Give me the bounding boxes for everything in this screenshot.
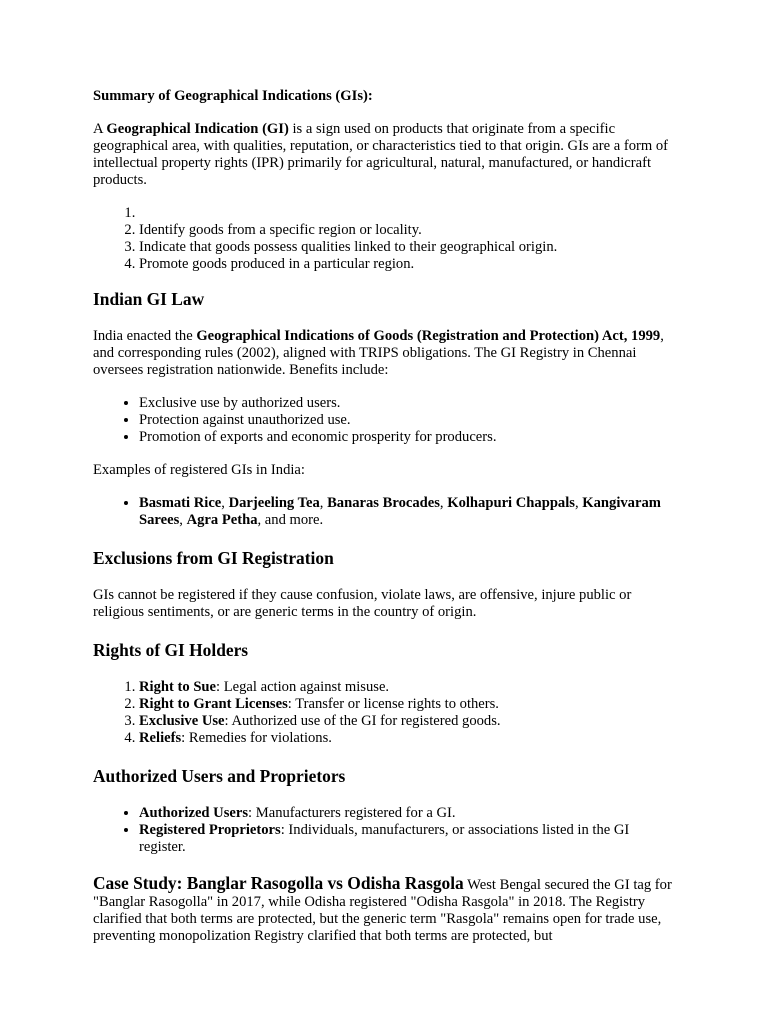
list-item: 4. Promote goods produced in a particular region. xyxy=(139,256,674,273)
list-item xyxy=(139,822,674,856)
list-item xyxy=(139,805,674,822)
role-description: : Individuals, manufacturers, or associations listed in the GI register. xyxy=(139,822,630,855)
section-heading-indian-gi-law: Indian GI Law xyxy=(93,289,205,309)
separator: , xyxy=(574,495,583,511)
example-gi: Agra Petha xyxy=(186,512,258,528)
case-study-paragraph xyxy=(93,875,674,945)
examples-intro: Examples of registered GIs in India: xyxy=(93,462,305,478)
role-name: Authorized Users xyxy=(139,805,249,821)
list-item xyxy=(139,205,674,222)
law-pre: India enacted the xyxy=(93,328,197,344)
example-gi: Kangivaram Sarees xyxy=(139,495,661,528)
right-name: Right to Grant Licenses xyxy=(139,696,288,712)
list-item xyxy=(139,679,674,696)
intro-pre: A xyxy=(93,121,107,137)
example-gi: Darjeeling Tea xyxy=(228,495,320,511)
list-item xyxy=(139,730,674,747)
case-study-text: West Bengal secured the GI tag for "Banglar Rasogolla" in 2017, while Odisha registered "Odisha Rasgola" in 2018. The Registry clarified that both terms are protected, but the generic term "Rasgola" remains open for trade use, preventing monopolization Registry clarified that both terms are protected, but xyxy=(93,877,672,944)
right-description: : Authorized use of the GI for registered goods. xyxy=(224,713,501,729)
list-item xyxy=(139,495,674,529)
list-item: • Protection against unauthorized use. xyxy=(139,412,674,429)
section-heading-rights: Rights of GI Holders xyxy=(93,640,249,660)
right-name: Right to Sue xyxy=(139,679,217,695)
separator: , xyxy=(319,495,328,511)
case-study-heading: Case Study: Banglar Rasogolla vs Odisha Rasgola xyxy=(93,873,464,893)
summary-title: Summary of Geographical Indications (GIs): xyxy=(93,88,373,104)
law-post: , and corresponding rules (2002), aligned with TRIPS obligations. The GI Registry in Chennai oversees registration nationwide. Benefits include: xyxy=(93,328,664,378)
example-gi: Banaras Brocades xyxy=(327,495,440,511)
list-item xyxy=(139,696,674,713)
right-description: : Remedies for violations. xyxy=(181,730,332,746)
benefits-list xyxy=(93,395,674,446)
section-heading-exclusions: Exclusions from GI Registration xyxy=(93,548,334,568)
list-item: 2. Identify goods from a specific region or locality. xyxy=(139,222,674,239)
separator: , xyxy=(221,495,229,511)
indian-gi-law-paragraph xyxy=(93,328,674,379)
right-name: Exclusive Use xyxy=(139,713,225,729)
list-item xyxy=(139,713,674,730)
purpose-list xyxy=(93,205,674,273)
right-name: Reliefs xyxy=(139,730,182,746)
examples-tail: , and more. xyxy=(257,512,324,528)
rights-list xyxy=(93,679,674,747)
example-gi: Basmati Rice xyxy=(139,495,222,511)
list-item: • Promotion of exports and economic prosperity for producers. xyxy=(139,429,674,446)
separator: , xyxy=(439,495,448,511)
right-description: : Legal action against misuse. xyxy=(216,679,390,695)
exclusions-paragraph: GIs cannot be registered if they cause confusion, violate laws, are offensive, injure public or religious sentiments, or are generic terms in the country of origin. xyxy=(93,587,632,620)
intro-paragraph xyxy=(93,121,674,189)
examples-list xyxy=(93,495,674,529)
list-item: • Exclusive use by authorized users. xyxy=(139,395,674,412)
law-act-name: Geographical Indications of Goods (Registration and Protection) Act, 1999 xyxy=(196,328,661,344)
right-description: : Transfer or license rights to others. xyxy=(287,696,499,712)
role-name: Registered Proprietors xyxy=(139,822,281,838)
intro-post: is a sign used on products that originate from a specific geographical area, with qualities, reputation, or characteristics tied to that origin. GIs are a form of intellectual property rights (IPR) primarily for agricultural, natural, manufactured, or handicraft products. xyxy=(93,121,669,188)
role-description: : Manufacturers registered for a GI. xyxy=(248,805,456,821)
list-item: 3. Indicate that goods possess qualities linked to their geographical origin. xyxy=(139,239,674,256)
separator: , xyxy=(179,512,187,528)
example-gi: Kolhapuri Chappals xyxy=(447,495,575,511)
section-heading-authorized: Authorized Users and Proprietors xyxy=(93,766,346,786)
intro-bold-term: Geographical Indication (GI) xyxy=(106,121,289,137)
authorized-list xyxy=(93,805,674,856)
